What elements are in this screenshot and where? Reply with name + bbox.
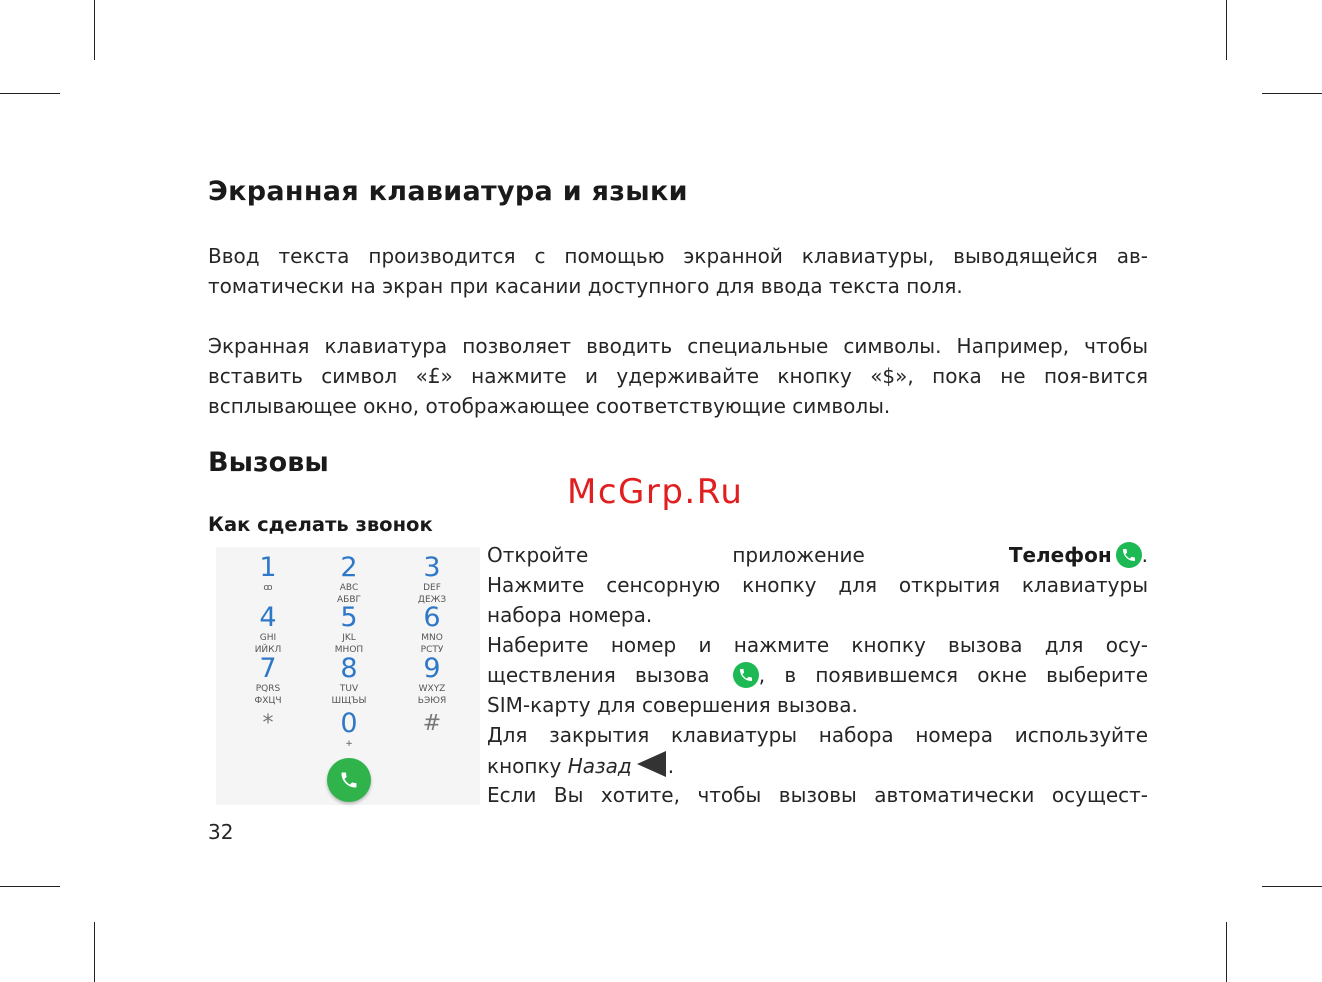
key-digit: 9 [423,653,441,684]
subheading-make-call: Как сделать звонок [208,513,433,536]
key-letters-cyrillic: ФХЦЧ [254,696,282,706]
crop-mark [1226,0,1227,60]
dialpad-illustration [216,547,480,805]
key-digit: 6 [423,602,441,633]
key-digit: 1 [259,552,277,583]
section-heading-calls: Вызовы [208,447,329,478]
key-digit: * [262,711,274,736]
key-letters-latin: MNO [421,633,443,643]
dialpad-key [314,655,384,707]
page-number: 32 [208,820,234,844]
key-letters-latin: ꝏ [263,583,273,593]
step-line: SIM-карту для совершения вызова. [487,693,858,717]
step-line: Нажмите сенсорную кнопку для открытия клавиатуры [487,573,1148,597]
crop-mark [0,93,60,94]
dialpad-key [397,710,467,738]
step-call-line [487,660,1148,690]
key-digit: 2 [340,552,358,583]
phone-app-icon [1116,542,1142,568]
key-letters-latin: TUV [339,684,359,694]
key-letters-latin: PQRS [255,684,281,694]
crop-mark [1226,922,1227,982]
step-text: . [1141,543,1148,567]
call-icon [733,662,759,688]
step-text: ществления вызова [487,663,729,687]
crop-mark [94,922,95,982]
key-letters-cyrillic: ШЩЪЫ [331,696,367,706]
dialpad-key [314,554,384,606]
paragraph-special-symbols: Экранная клавиатура позволяет вводить специальные символы. Например, чтобы вставить символ «£» нажмите и удерживайте кнопку «$», пока не поя-вится всплывающее окно, отображающее соответствующие символы. [208,334,1148,418]
phone-icon [339,770,359,790]
back-label: Назад [567,754,632,778]
dialpad-key [314,710,384,750]
crop-mark [1262,93,1322,94]
key-letters-cyrillic: ЬЭЮЯ [417,696,447,706]
dialpad-key [233,604,303,656]
key-letters-cyrillic: РСТУ [420,645,444,655]
step-line: Если Вы хотите, чтобы вызовы автоматически осущест- [487,783,1148,807]
dialpad-key [397,655,467,707]
key-digit: # [422,711,442,736]
crop-mark [94,0,95,60]
dialpad-key [397,554,467,606]
step-text: , в появившемся окне выберите [758,663,1148,687]
app-name-phone: Телефон [1008,543,1112,567]
key-letters-latin: WXYZ [418,684,446,694]
key-letters-cyrillic: АБВГ [337,595,361,605]
step-line: набора номера. [487,603,653,627]
dialpad-key [397,604,467,656]
crop-mark [1262,886,1322,887]
step-line: Для закрытия клавиатуры набора номера используйте [487,723,1148,747]
key-digit: 8 [340,653,358,684]
step-text: Откройте приложение [487,543,1009,567]
key-letters-latin: ABC [339,583,359,593]
step-open-phone [487,540,1148,570]
dialpad-key [314,604,384,656]
key-letters-cyrillic: МНОП [334,645,364,655]
dialpad-key [233,554,303,594]
key-letters-latin: GHI [259,633,277,643]
key-digit: 7 [259,653,277,684]
step-line: Наберите номер и нажмите кнопку вызова для осу- [487,633,1148,657]
key-letters-cyrillic: ИЙКЛ [254,645,282,655]
crop-mark [0,886,60,887]
step-text: . [667,754,675,778]
key-letters-latin: JKL [342,633,356,643]
watermark: McGrp.Ru [567,472,744,512]
key-letters-cyrillic: ДЕЖЗ [417,595,447,605]
paragraph-text-input: Ввод текста производится с помощью экранной клавиатуры, выводящейся ав-томатически на экран при касании доступного для ввода текста поля. [208,244,1148,298]
key-letters-latin: + [345,739,353,749]
dialpad-key [233,655,303,707]
key-digit: 4 [259,602,277,633]
section-heading-keyboard: Экранная клавиатура и языки [208,176,688,207]
key-digit: 5 [340,602,358,633]
key-digit: 3 [423,552,441,583]
key-letters-latin: DEF [423,583,441,593]
key-digit: 0 [340,708,358,739]
dialpad-key [233,710,303,738]
call-button [327,758,371,802]
step-text: кнопку [487,754,568,778]
